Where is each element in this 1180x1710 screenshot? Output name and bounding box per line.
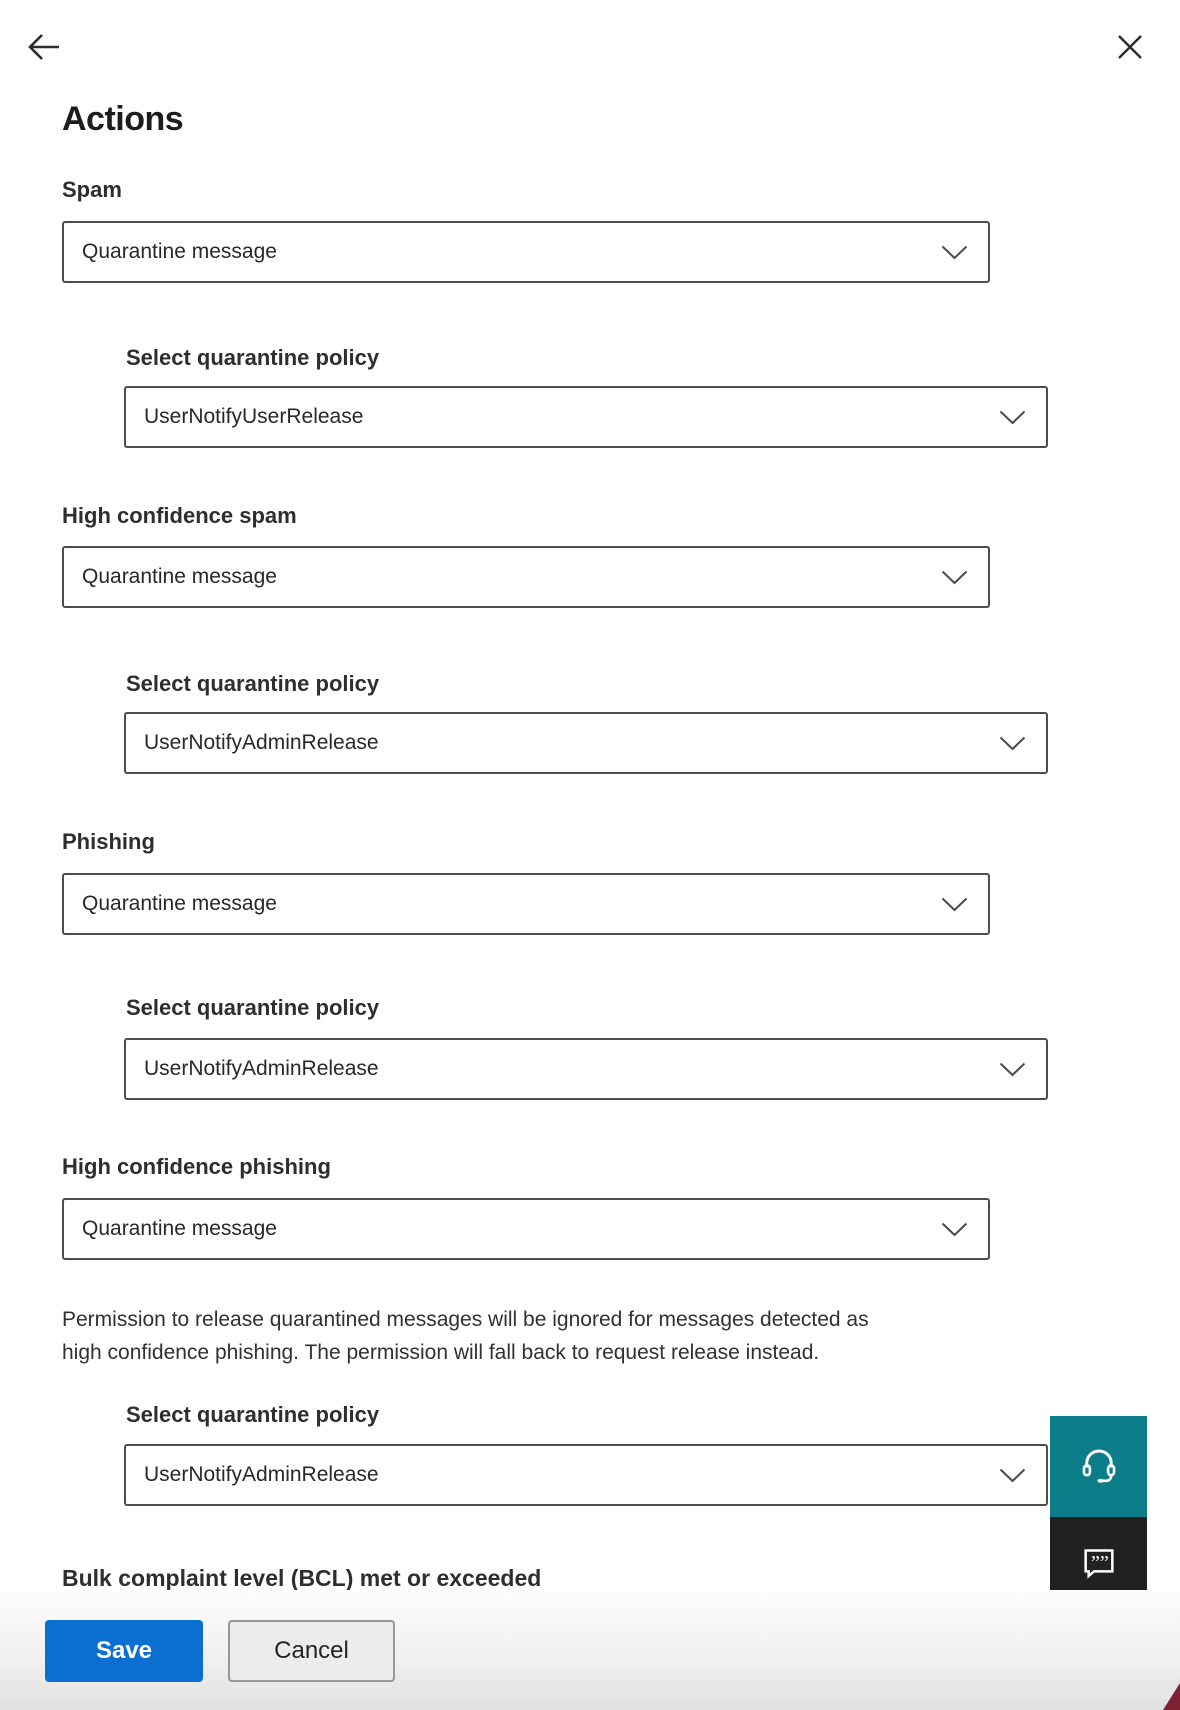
phishing-policy-label: Select quarantine policy: [126, 995, 380, 1020]
high-confidence-phishing-action-dropdown[interactable]: [62, 1198, 990, 1260]
phishing-action-value: Quarantine message: [82, 892, 277, 915]
back-arrow-icon: [26, 52, 62, 67]
high-confidence-phishing-action-value: Quarantine message: [82, 1217, 277, 1240]
chevron-down-icon: [941, 570, 968, 585]
high-confidence-phishing-policy-dropdown[interactable]: [124, 1444, 1048, 1506]
chevron-down-icon: [941, 897, 968, 912]
high-confidence-spam-action-dropdown[interactable]: [62, 546, 990, 608]
high-confidence-phishing-policy-label: Select quarantine policy: [126, 1402, 380, 1427]
bulk-complaint-label: Bulk complaint level (BCL) met or exceeded: [62, 1565, 542, 1590]
chevron-down-icon: [999, 1468, 1026, 1483]
high-confidence-spam-label: High confidence spam: [62, 503, 297, 528]
high-confidence-spam-policy-label: Select quarantine policy: [126, 671, 380, 696]
phishing-policy-value: UserNotifyAdminRelease: [144, 1057, 379, 1080]
chevron-down-icon: [941, 245, 968, 260]
phishing-action-dropdown[interactable]: [62, 873, 990, 935]
svg-text:””: ””: [1090, 1551, 1109, 1574]
save-button[interactable]: Save: [45, 1620, 203, 1682]
spam-action-value: Quarantine message: [82, 240, 277, 263]
help-button[interactable]: [1050, 1416, 1147, 1517]
chevron-down-icon: [999, 410, 1026, 425]
chevron-down-icon: [999, 1062, 1026, 1077]
spam-label: Spam: [62, 177, 122, 202]
close-icon: [1116, 49, 1144, 64]
page-title: Actions: [62, 100, 184, 138]
note-line-1: Permission to release quarantined messages will be ignored for messages detected as: [62, 1308, 869, 1331]
high-confidence-phishing-policy-value: UserNotifyAdminRelease: [144, 1463, 379, 1486]
high-confidence-spam-policy-value: UserNotifyAdminRelease: [144, 731, 379, 754]
chevron-down-icon: [999, 736, 1026, 751]
high-confidence-spam-action-value: Quarantine message: [82, 565, 277, 588]
high-confidence-phishing-label: High confidence phishing: [62, 1154, 331, 1179]
cancel-button[interactable]: Cancel: [228, 1620, 395, 1682]
spam-policy-label: Select quarantine policy: [126, 345, 380, 370]
phishing-policy-dropdown[interactable]: [124, 1038, 1048, 1100]
spam-policy-value: UserNotifyUserRelease: [144, 405, 364, 428]
footer-bar: [0, 1590, 1180, 1710]
phishing-label: Phishing: [62, 829, 155, 854]
spam-policy-dropdown[interactable]: [124, 386, 1048, 448]
note-line-2: high confidence phishing. The permission will fall back to request release instead.: [62, 1341, 820, 1364]
headset-icon: [1078, 1444, 1120, 1489]
close-button[interactable]: [1116, 33, 1144, 61]
chevron-down-icon: [941, 1222, 968, 1237]
spam-action-dropdown[interactable]: [62, 221, 990, 283]
high-confidence-phishing-note: [62, 1303, 1072, 1369]
chat-feedback-icon: [1079, 1543, 1119, 1586]
bulk-complaint-label-clipped: [62, 1562, 762, 1590]
back-button[interactable]: [26, 30, 62, 64]
high-confidence-spam-policy-dropdown[interactable]: [124, 712, 1048, 774]
